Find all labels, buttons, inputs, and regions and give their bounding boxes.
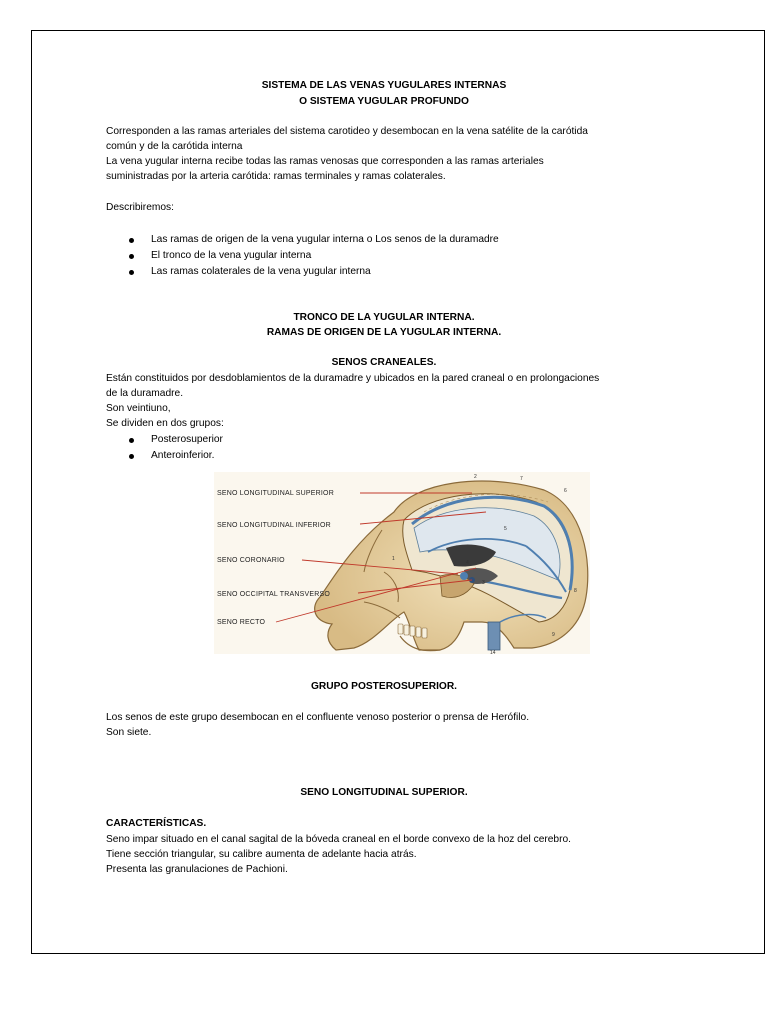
heading-grupo-posterosuperior: GRUPO POSTEROSUPERIOR. bbox=[310, 681, 458, 692]
intro-line: común y de la carótida interna bbox=[106, 141, 243, 152]
bullet-icon bbox=[129, 438, 134, 443]
senos-line: Están constituidos por desdoblamientos de la duramadre y ubicados en la pared craneal o en prolongaciones bbox=[106, 373, 600, 384]
list-item: Las ramas colaterales de la vena yugular interna bbox=[151, 266, 371, 277]
intro-line: suministradas por la arteria carótida: ramas terminales y ramas colaterales. bbox=[106, 171, 446, 182]
list-item: Posterosuperior bbox=[151, 434, 223, 445]
figure-number: 8 bbox=[574, 588, 577, 594]
senos-line: Se dividen en dos grupos: bbox=[106, 418, 224, 429]
caract-line: Seno impar situado en el canal sagital de la bóveda craneal en el borde convexo de la hoz del cerebro. bbox=[106, 834, 571, 845]
figure-label: SENO LONGITUDINAL SUPERIOR bbox=[217, 490, 334, 497]
heading-senos: SENOS CRANEALES. bbox=[331, 357, 437, 368]
figure-number: 5 bbox=[504, 526, 507, 532]
senos-line: Son veintiuno, bbox=[106, 403, 171, 414]
title-line-1: SISTEMA DE LAS VENAS YUGULARES INTERNAS bbox=[261, 80, 507, 91]
figure-label: SENO OCCIPITAL TRANSVERSO bbox=[217, 591, 331, 598]
skull-illustration bbox=[214, 472, 590, 654]
grupo-line: Los senos de este grupo desembocan en el confluente venoso posterior o prensa de Herófilo. bbox=[106, 712, 530, 723]
figure-label: SENO LONGITUDINAL INFERIOR bbox=[217, 522, 331, 529]
figure-number: 4 bbox=[466, 560, 469, 566]
describiremos-label: Describiremos: bbox=[106, 202, 174, 213]
heading-seno-longitudinal-superior: SENO LONGITUDINAL SUPERIOR. bbox=[300, 787, 468, 798]
title-line-2: O SISTEMA YUGULAR PROFUNDO bbox=[299, 96, 469, 107]
figure-number: 6 bbox=[564, 488, 567, 494]
bullet-icon bbox=[129, 254, 134, 259]
figure-label: SENO CORONARIO bbox=[217, 557, 285, 564]
figure-number: 3 bbox=[482, 580, 485, 586]
list-item: Anteroinferior. bbox=[151, 450, 215, 461]
figure-number: 9 bbox=[552, 632, 555, 638]
heading-ramas: RAMAS DE ORIGEN DE LA YUGULAR INTERNA. bbox=[266, 327, 502, 338]
bullet-icon bbox=[129, 454, 134, 459]
figure-number: 1 bbox=[392, 556, 395, 562]
list-item: El tronco de la vena yugular interna bbox=[151, 250, 312, 261]
skull-sagittal-figure bbox=[214, 472, 590, 654]
figure-number: 7 bbox=[520, 476, 523, 482]
intro-line: La vena yugular interna recibe todas las ramas venosas que corresponden a las ramas arteriales bbox=[106, 156, 544, 167]
senos-line: de la duramadre. bbox=[106, 388, 184, 399]
bullet-icon bbox=[129, 238, 134, 243]
bullet-icon bbox=[129, 270, 134, 275]
figure-number: 14 bbox=[490, 650, 496, 654]
figure-label: SENO RECTO bbox=[217, 619, 266, 626]
heading-tronco: TRONCO DE LA YUGULAR INTERNA. bbox=[293, 312, 475, 323]
list-item: Las ramas de origen de la vena yugular interna o Los senos de la duramadre bbox=[151, 234, 499, 245]
caract-line: Tiene sección triangular, su calibre aumenta de adelante hacia atrás. bbox=[106, 849, 417, 860]
intro-line: Corresponden a las ramas arteriales del sistema carotideo y desembocan en la vena satélite de la carótida bbox=[106, 126, 588, 137]
grupo-line: Son siete. bbox=[106, 727, 152, 738]
figure-number: 2 bbox=[474, 474, 477, 480]
caract-line: Presenta las granulaciones de Pachioni. bbox=[106, 864, 288, 875]
heading-caracteristicas: CARACTERÍSTICAS. bbox=[106, 818, 207, 829]
